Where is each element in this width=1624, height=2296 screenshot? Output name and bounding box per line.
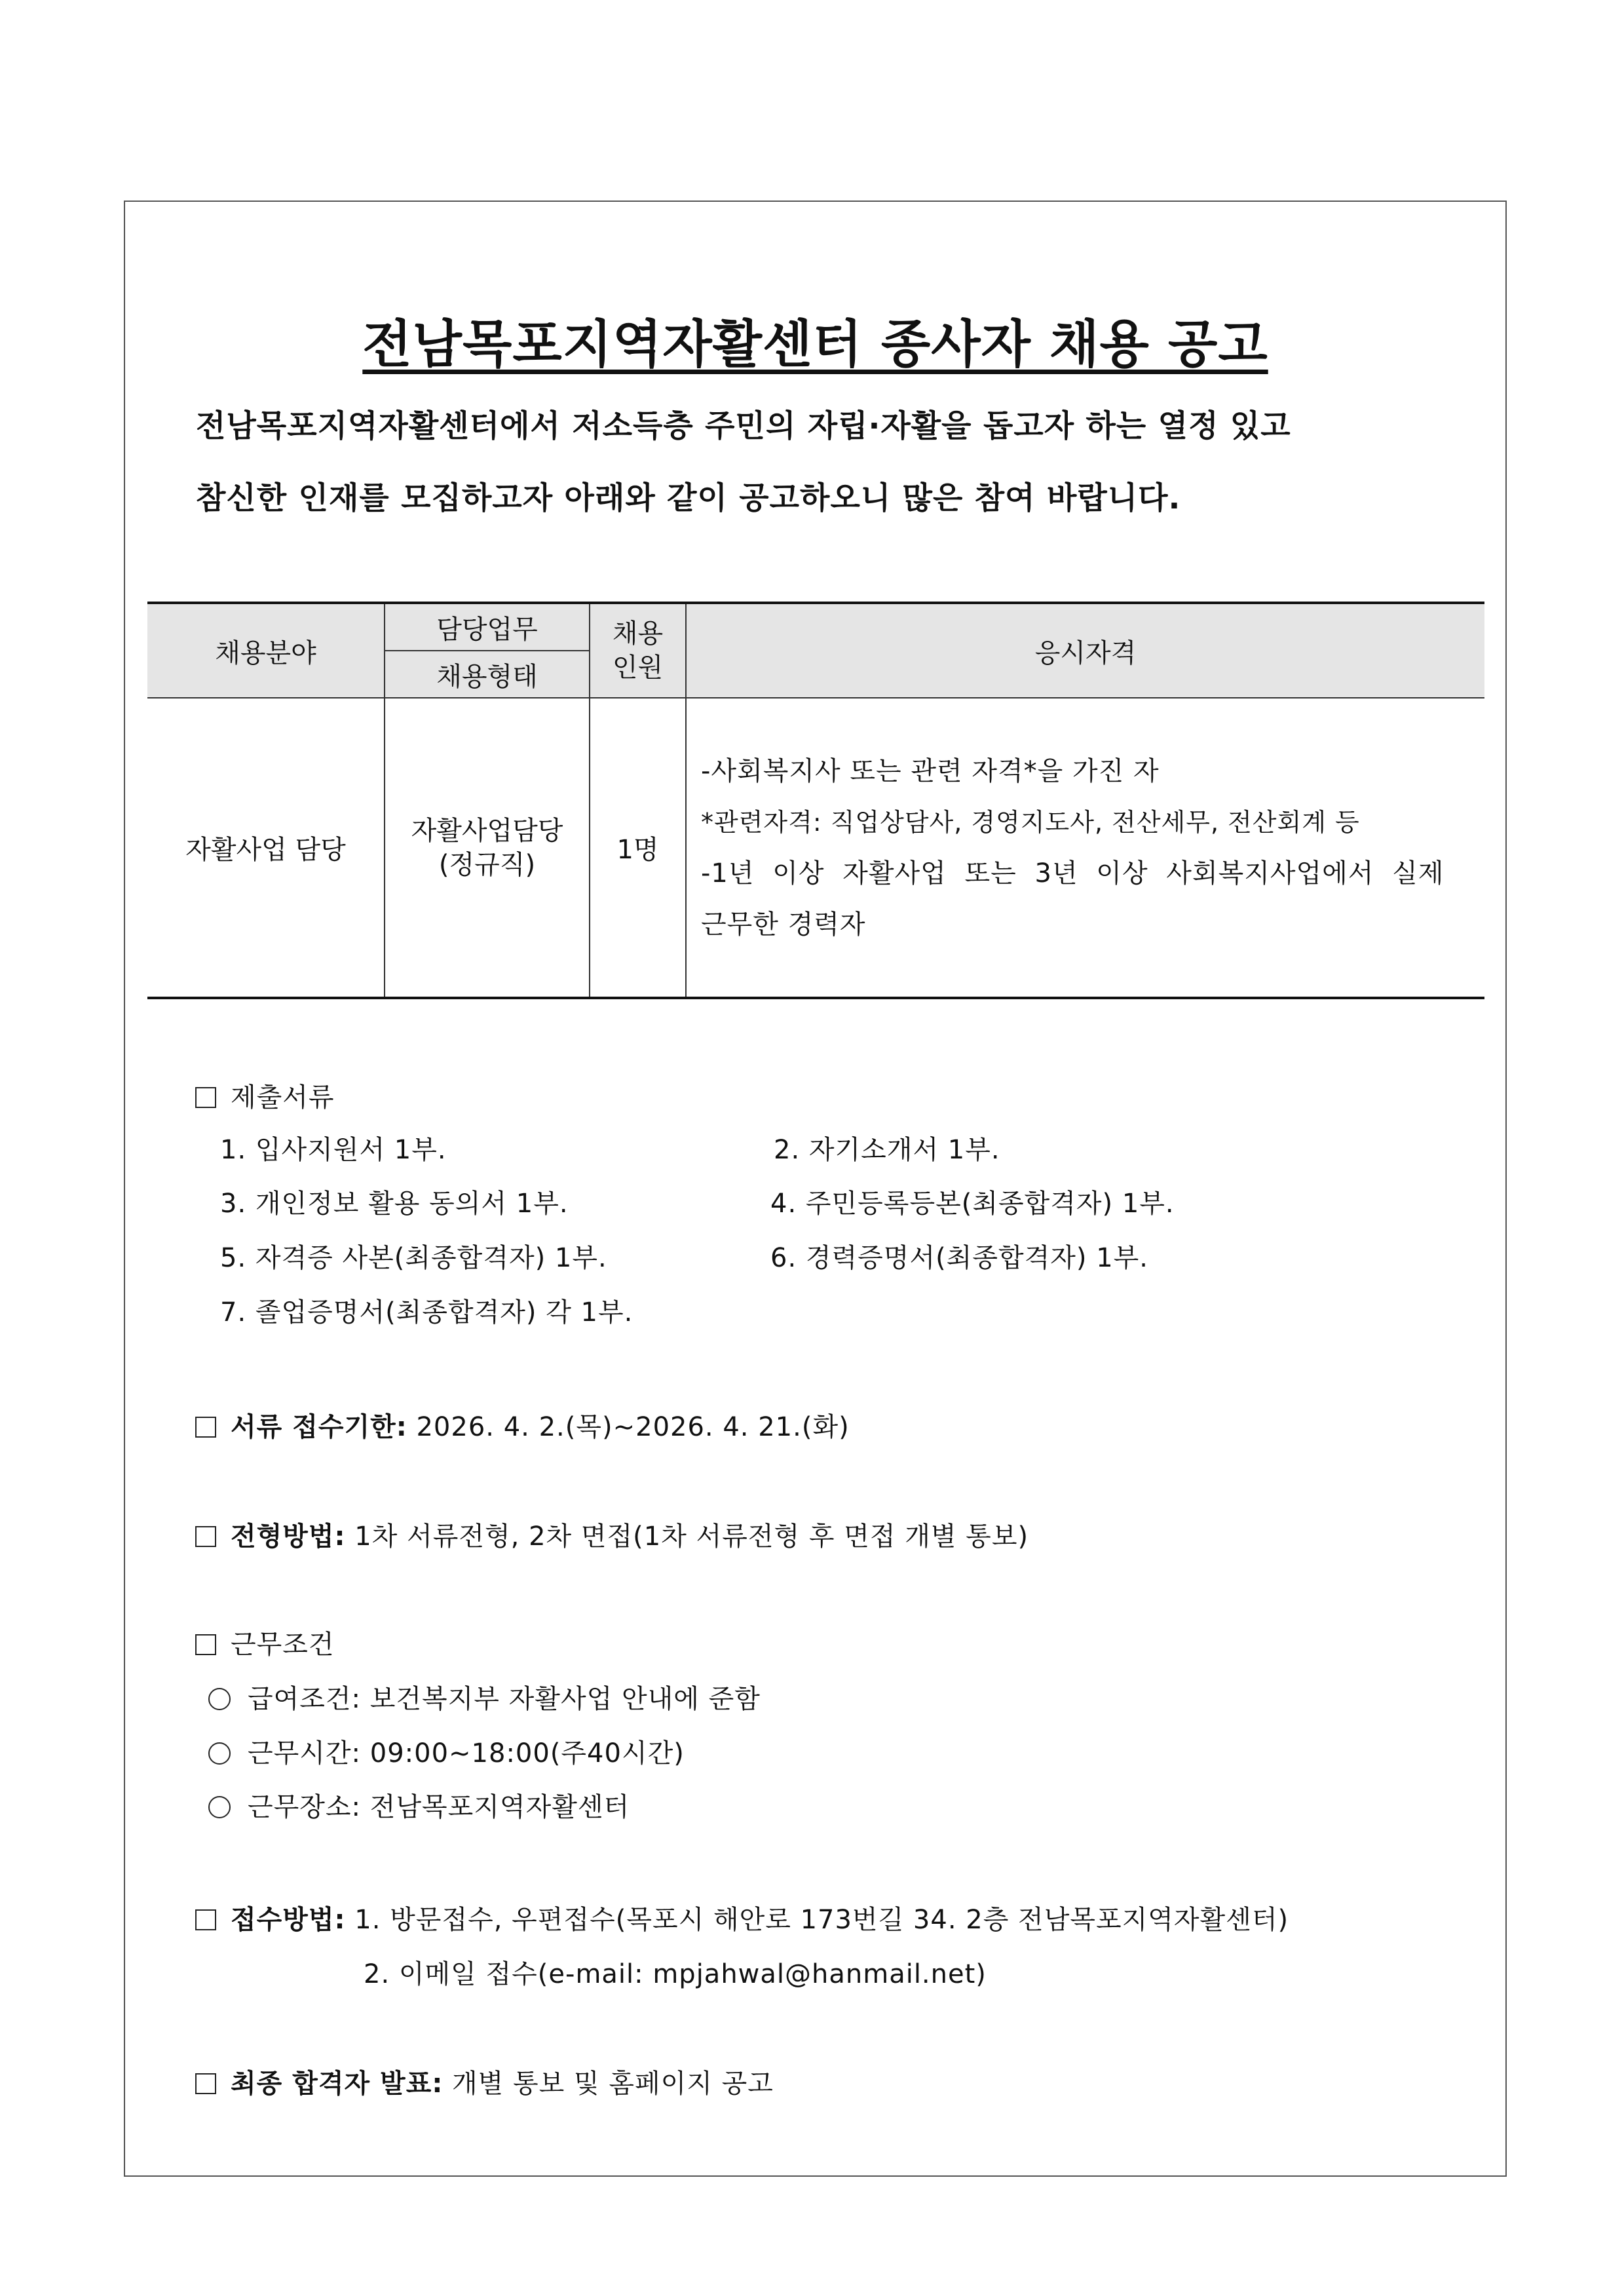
condition-item [208, 1678, 761, 1715]
condition-item [208, 1732, 685, 1770]
deadline-value: 2026. 4. 2.(목)~2026. 4. 21.(화) [416, 1412, 850, 1442]
page-title: 전남목포지역자활센터 종사자 채용 공고 [362, 315, 1268, 374]
checkbox-icon [195, 1417, 216, 1438]
condition-text: 근무장소: 전남목포지역자활센터 [248, 1792, 630, 1822]
recruitment-table [147, 602, 1484, 999]
document-item: 4. 주민등록등본(최종합격자) 1부. [770, 1189, 1175, 1219]
cell-count: 1명 [590, 698, 686, 998]
selection-line [195, 1516, 1029, 1553]
documents-heading [195, 1077, 335, 1114]
header-type: 채용형태 [385, 651, 590, 698]
deadline-label: 서류 접수기한: [231, 1412, 407, 1442]
intro-line-2: 참신한 인재를 모집하고자 아래와 같이 공고하오니 많은 참여 바랍니다. [196, 480, 1181, 516]
document-item: 5. 자격증 사본(최종합격자) 1부. [220, 1243, 607, 1273]
application-line-1: 1. 방문접수, 우편접수(목포시 해안로 173번길 34. 2층 전남목포지역자활센터) [354, 1905, 1289, 1935]
header-count-text: 채용 인원 [612, 619, 664, 683]
cell-duty-type [385, 698, 590, 998]
intro-line-1: 전남목포지역자활센터에서 저소득층 주민의 자립·자활을 돕고자 하는 열정 있고 [196, 408, 1291, 444]
application-label: 접수방법: [231, 1905, 346, 1935]
circle-bullet-icon [208, 1796, 231, 1818]
selection-label: 전형방법: [231, 1521, 346, 1552]
conditions-heading-text: 근무조건 [231, 1630, 335, 1660]
announcement-value: 개별 통보 및 홈페이지 공고 [452, 2069, 774, 2099]
cell-field: 자활사업 담당 [147, 698, 385, 998]
qual-line-4: 근무한 경력자 [701, 909, 866, 940]
header-qualification: 응시자격 [686, 603, 1484, 698]
qual-line-3: -1년 이상 자활사업 또는 3년 이상 사회복지사업에서 실제 [701, 858, 1445, 889]
notice-frame [124, 201, 1507, 2177]
condition-text: 급여조건: 보건복지부 자활사업 안내에 준함 [248, 1684, 761, 1714]
header-count [590, 603, 686, 698]
header-duty: 담당업무 [385, 603, 590, 651]
checkbox-icon [195, 1909, 216, 1930]
checkbox-icon [195, 1634, 216, 1655]
circle-bullet-icon [208, 1688, 231, 1710]
selection-value: 1차 서류전형, 2차 면접(1차 서류전형 후 면접 개별 통보) [354, 1521, 1029, 1552]
document-item: 6. 경력증명서(최종합격자) 1부. [770, 1243, 1149, 1273]
checkbox-icon [195, 1087, 216, 1108]
document-item: 2. 자기소개서 1부. [774, 1135, 1000, 1165]
cell-type: (정규직) [438, 849, 536, 880]
circle-bullet-icon [208, 1742, 231, 1765]
header-field: 채용분야 [147, 603, 385, 698]
condition-item [208, 1786, 630, 1824]
document-item: 1. 입사지원서 1부. [220, 1135, 447, 1165]
announcement-line [195, 2063, 774, 2100]
documents-heading-text: 제출서류 [231, 1082, 335, 1113]
deadline-line [195, 1406, 850, 1444]
document-item: 7. 졸업증명서(최종합격자) 각 1부. [220, 1297, 633, 1328]
condition-text: 근무시간: 09:00~18:00(주40시간) [248, 1738, 685, 1769]
document-item: 3. 개인정보 활용 동의서 1부. [220, 1189, 569, 1219]
checkbox-icon [195, 2073, 216, 2094]
conditions-heading [195, 1624, 335, 1661]
cell-duty: 자활사업담당 [411, 815, 563, 846]
application-line [195, 1899, 1289, 1936]
qual-line-2: *관련자격: 직업상담사, 경영지도사, 전산세무, 전산회계 등 [701, 807, 1360, 837]
checkbox-icon [195, 1526, 216, 1547]
cell-qualification [686, 698, 1484, 998]
qual-line-1: -사회복지사 또는 관련 자격*을 가진 자 [701, 756, 1160, 786]
announcement-label: 최종 합격자 발표: [231, 2069, 444, 2099]
application-line-2: 2. 이메일 접수(e-mail: mpjahwal@hanmail.net) [364, 1959, 987, 1989]
